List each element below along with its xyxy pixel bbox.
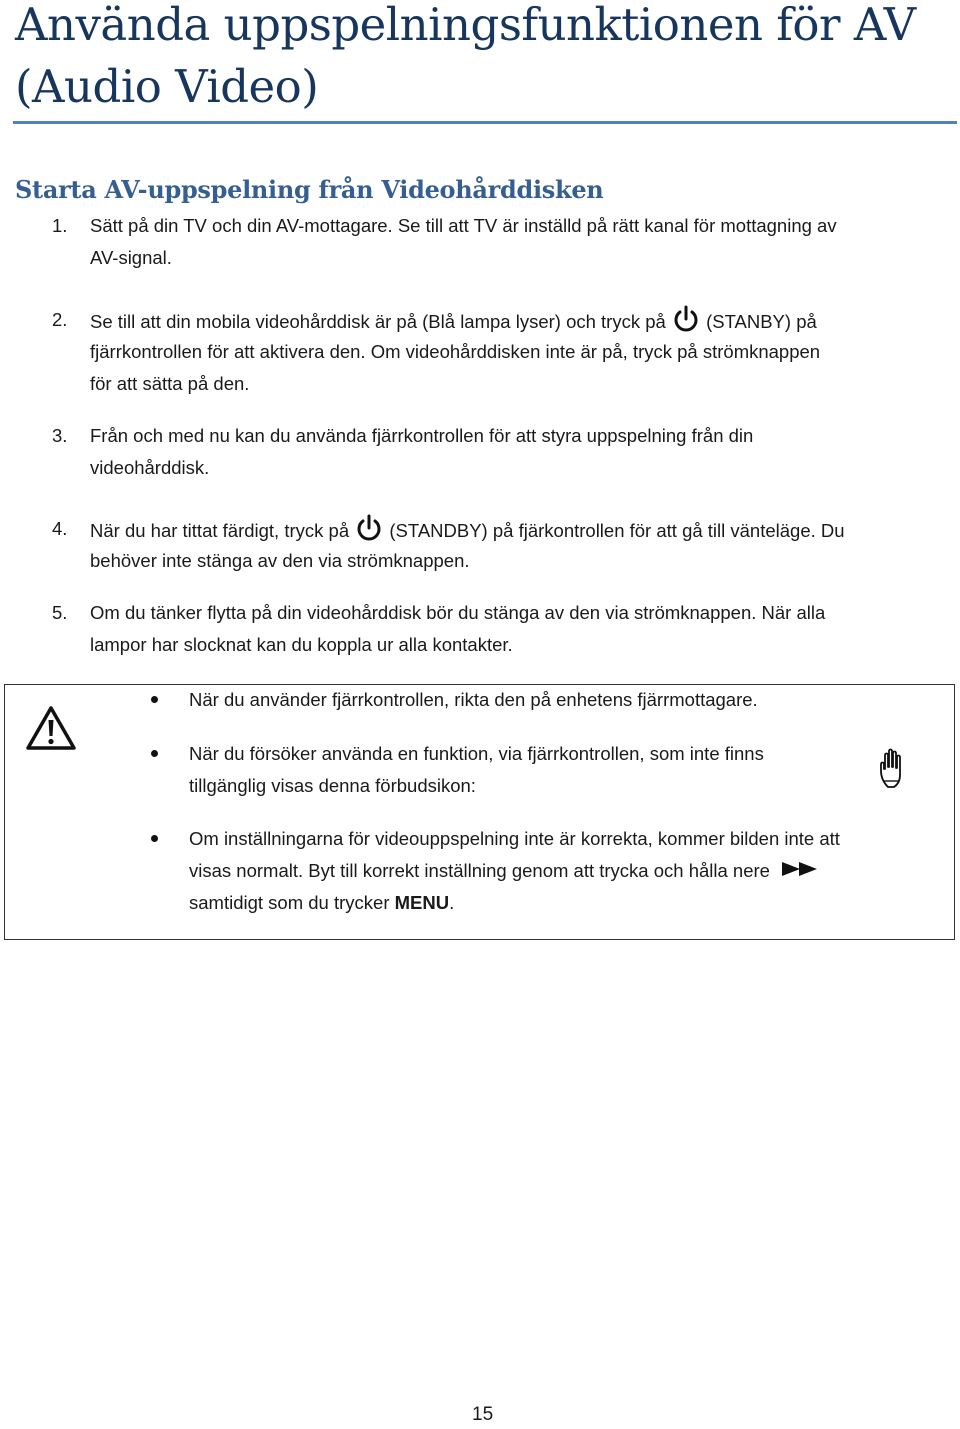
section-heading: Starta AV-uppspelning från Videohårddisken [15,175,604,204]
bullet-dot [151,750,158,757]
notice-text: tillgänglig visas denna förbudsikon: [189,775,476,796]
step-text-part: Se till att din mobila videohårddisk är på (Blå lampa lyser) och tryck på [90,311,666,332]
page-title-line-1: Använda uppspelningsfunktionen för AV [15,0,916,51]
step-text-part: (STANBY) på [706,311,817,332]
step-text: behöver inte stänga av den via strömknappen. [90,550,470,571]
notice-text-part: visas normalt. Byt till korrekt inställning genom att trycka och hålla nere [189,860,770,881]
step-number: 2. [52,309,68,330]
notice-text-part: samtidigt som du trycker [189,892,395,913]
notice-text [189,855,944,887]
notice-text [189,887,944,919]
bullet-dot [151,835,158,842]
fast-forward-icon [781,855,819,887]
notice-text: När du försöker använda en funktion, via fjärrkontrollen, som inte finns [189,743,764,764]
menu-key-label: MENU [394,892,450,913]
step-number: 4. [52,518,68,539]
warning-icon [25,705,77,756]
step-text: fjärrkontrollen för att aktivera den. Om videohårddisken inte är på, tryck på strömknappen [90,341,821,362]
notice-text: När du använder fjärrkontrollen, rikta den på enhetens fjärrmottagare. [189,689,758,710]
page-number: 15 [472,1404,494,1425]
notice-text: Om inställningarna för videouppspelning inte är korrekta, kommer bilden inte att [189,828,840,849]
page-title [15,0,955,118]
prohibited-hand-icon [878,747,914,796]
step-number: 3. [52,425,68,446]
bullet-dot [151,696,158,703]
notice-text-part: . [449,892,455,913]
step-text: Om du tänker flytta på din videohårddisk bör du stänga av den via strömknappen. När alla [90,602,826,623]
step-text: AV-signal. [90,246,172,268]
step-text-part: (STANDBY) på fjärkontrollen för att gå till vänteläge. Du [389,520,845,541]
step-text: lampor har slocknat kan du koppla ur alla kontakter. [90,633,513,655]
step-text: Från och med nu kan du använda fjärrkontrollen för att styra uppspelning från din [90,425,754,446]
step-text: videohårddisk. [90,456,210,478]
step-number: 1. [52,215,68,236]
step-text: Sätt på din TV och din AV-mottagare. Se till att TV är inställd på rätt kanal för mottagning av [90,215,837,236]
step-number: 5. [52,602,68,623]
step-text: för att sätta på den. [90,372,250,394]
page-title-line-2: (Audio Video) [15,60,319,113]
step-text-part: När du har tittat färdigt, tryck på [90,520,350,541]
title-underline [13,121,957,124]
